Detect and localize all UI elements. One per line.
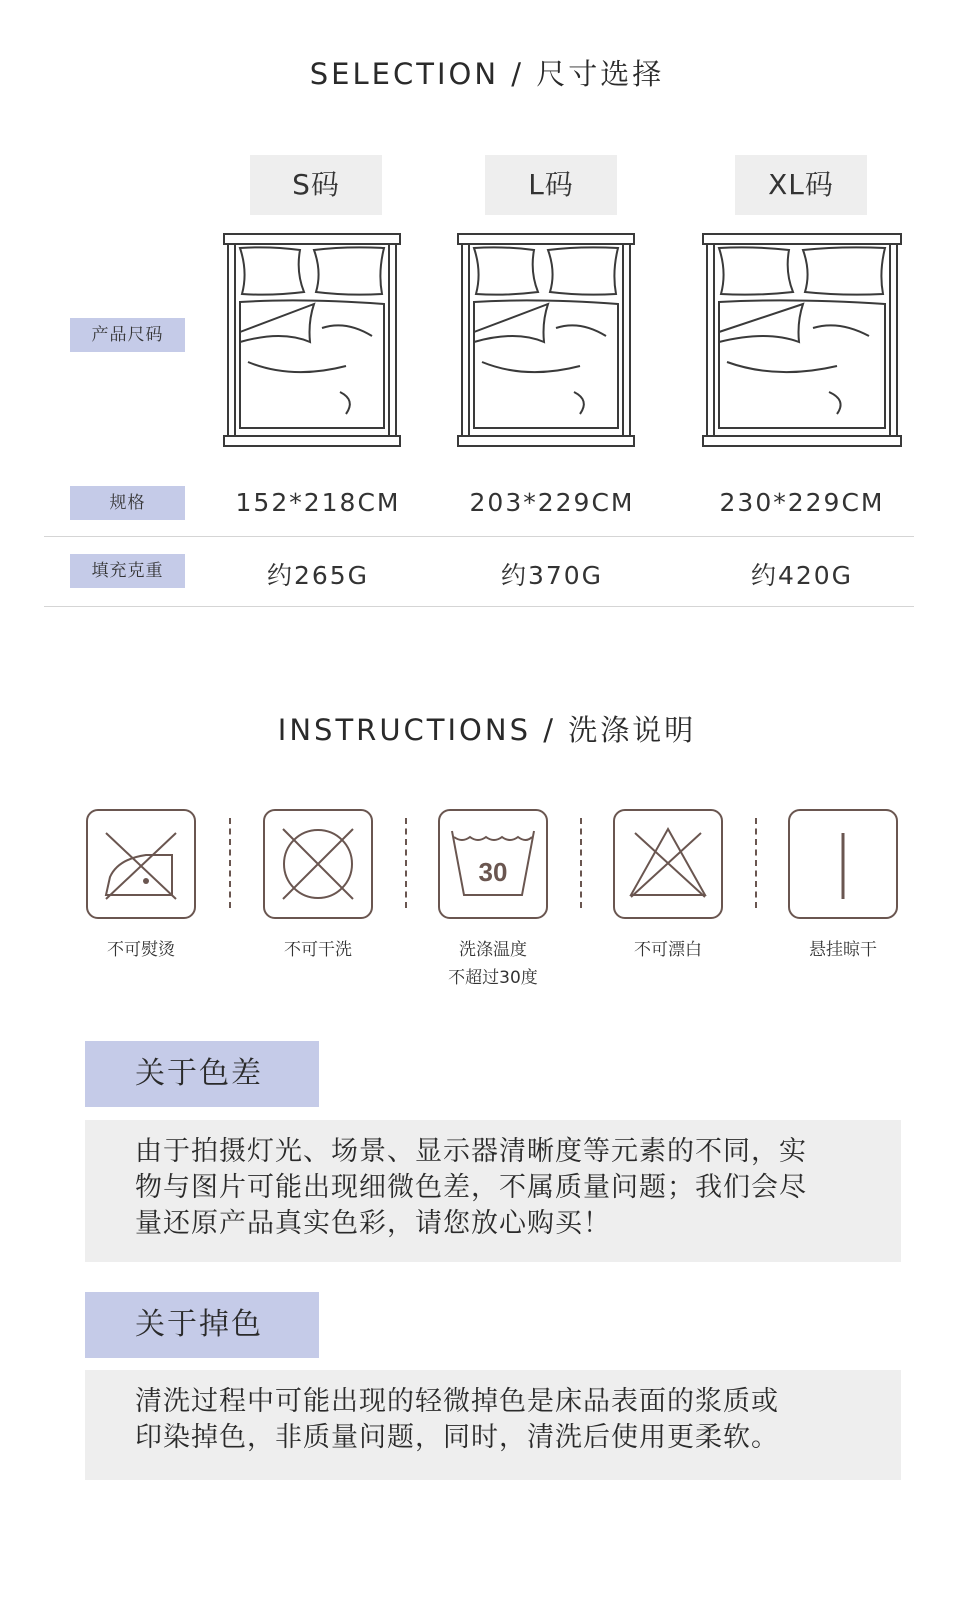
wash-temp-label-2: 不超过30度 — [448, 968, 538, 988]
bed-illustration-s — [222, 232, 402, 448]
no-iron-icon — [86, 809, 196, 919]
fading-text — [85, 1370, 901, 1480]
no-bleach-icon — [613, 809, 723, 919]
fading-heading: 关于掉色 — [85, 1292, 319, 1358]
divider — [44, 536, 914, 537]
bed-illustration-xl — [701, 232, 903, 448]
spec-value-xl: 230*229CM — [719, 488, 885, 517]
hang-dry-label: 悬挂晾干 — [809, 940, 877, 960]
bed-illustration-l — [456, 232, 636, 448]
icon-divider — [229, 818, 231, 908]
selection-title: SELECTION / 尺寸选择 — [309, 57, 665, 91]
wash-temp-text: 30 — [478, 857, 508, 887]
weight-value-l: 约370G — [500, 561, 604, 590]
fill-weight-label: 填充克重 — [70, 554, 185, 588]
wash-temp-label: 洗涤温度 — [459, 940, 527, 960]
color-diff-line: 量还原产品真实色彩，请您放心购买！ — [135, 1208, 611, 1239]
product-size-label: 产品尺码 — [70, 318, 185, 352]
icon-divider — [580, 818, 582, 908]
color-diff-line: 物与图片可能出现细微色差，不属质量问题；我们会尽 — [135, 1172, 807, 1203]
wash-30-icon — [438, 809, 548, 919]
size-tab-xl[interactable]: XL码 — [735, 155, 867, 215]
no-iron-label: 不可熨烫 — [107, 940, 175, 960]
hang-dry-icon — [788, 809, 898, 919]
fading-line: 清洗过程中可能出现的轻微掉色是床品表面的浆质或 — [135, 1386, 779, 1417]
weight-value-s: 约265G — [266, 561, 370, 590]
divider — [44, 606, 914, 607]
instructions-title: INSTRUCTIONS / 洗涤说明 — [277, 713, 697, 747]
size-tab-s[interactable]: S码 — [250, 155, 382, 215]
icon-divider — [755, 818, 757, 908]
spec-label: 规格 — [70, 486, 185, 520]
no-dry-clean-icon — [263, 809, 373, 919]
spec-value-l: 203*229CM — [469, 488, 635, 517]
color-diff-line: 由于拍摄灯光、场景、显示器清晰度等元素的不同，实 — [135, 1136, 807, 1167]
spec-value-s: 152*218CM — [235, 488, 401, 517]
color-diff-heading: 关于色差 — [85, 1041, 319, 1107]
weight-value-xl: 约420G — [750, 561, 854, 590]
no-dry-clean-label: 不可干洗 — [284, 940, 352, 960]
fading-line: 印染掉色，非质量问题，同时，清洗后使用更柔软。 — [135, 1422, 779, 1453]
size-tab-l[interactable]: L码 — [485, 155, 617, 215]
icon-divider — [405, 818, 407, 908]
color-diff-text — [85, 1120, 901, 1262]
no-bleach-label: 不可漂白 — [634, 940, 702, 960]
